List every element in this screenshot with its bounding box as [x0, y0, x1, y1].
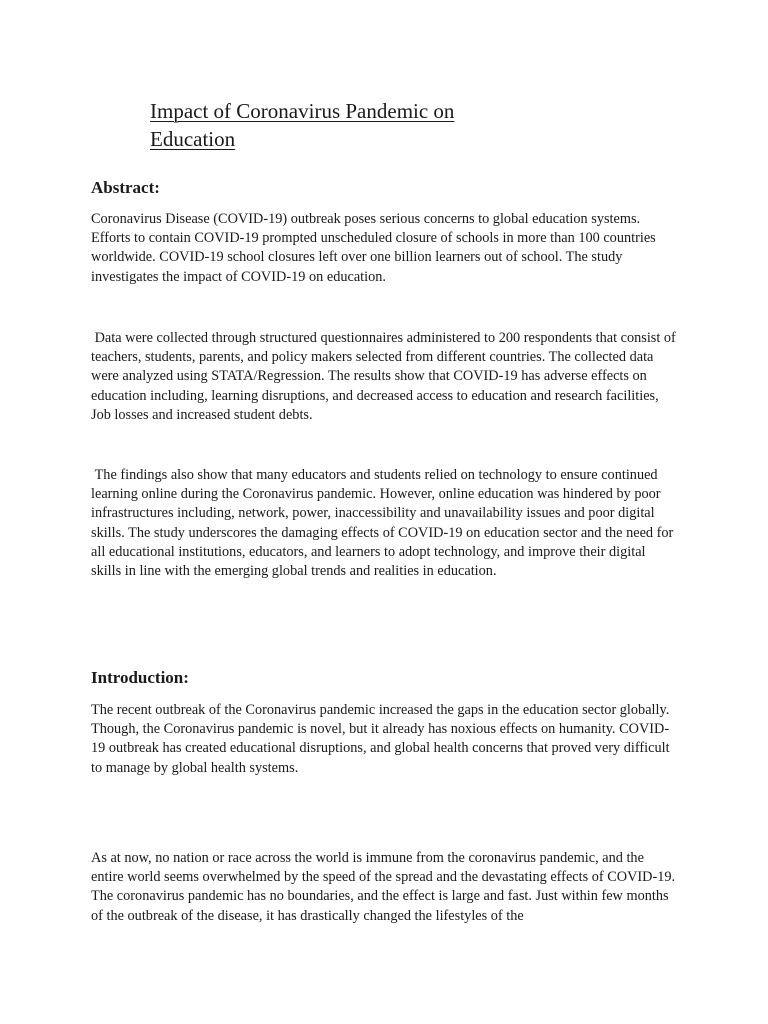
introduction-paragraph-1: The recent outbreak of the Coronavirus pandemic increased the gaps in the education sector globally. Though, the Coronavirus pandemic is novel, but it already has noxious effects on humanity. COVID-19 outbreak has created educational disruptions, and global health concerns that proved very difficult to manage by global health systems.: [91, 702, 670, 776]
abstract-paragraph-3: The findings also show that many educators and students relied on technology to ensure continued learning online during the Coronavirus pandemic. However, online education was hindered by poor infrastructures including, network, power, inaccessibility and unavailability issues and poor digital skills. The study underscores the damaging effects of COVID-19 on education sector and the need for all educational institutions, educators, and learners to adopt technology, and improve their digital skills in line with the emerging global trends and realities in education.: [91, 467, 674, 580]
abstract-heading: Abstract:: [91, 178, 160, 197]
abstract-paragraph-2: Data were collected through structured questionnaires administered to 200 respondents that consist of teachers, students, parents, and policy makers selected from different countries. The collected data were analyzed using STATA/Regression. The results show that COVID-19 has adverse effects on education including, learning disruptions, and decreased access to education and research facilities, Job losses and increased student debts.: [91, 330, 676, 423]
introduction-paragraph-2: As at now, no nation or race across the world is immune from the coronavirus pandemic, and the entire world seems overwhelmed by the speed of the spread and the devastating effects of COVID-19. The coronavirus pandemic has no boundaries, and the effect is large and fast. Just within few months of the outbreak of the disease, it has drastically changed the lifestyles of the: [91, 850, 676, 924]
document-title: Impact of Coronavirus Pandemic on Education: [150, 99, 455, 151]
abstract-paragraph-1: Coronavirus Disease (COVID-19) outbreak poses serious concerns to global education systems. Efforts to contain COVID-19 prompted unscheduled closure of schools in more than 100 countries worldwide. COVID-19 school closures left over one billion learners out of school. The study investigates the impact of COVID-19 on education.: [91, 211, 656, 285]
introduction-heading: Introduction:: [91, 668, 189, 687]
